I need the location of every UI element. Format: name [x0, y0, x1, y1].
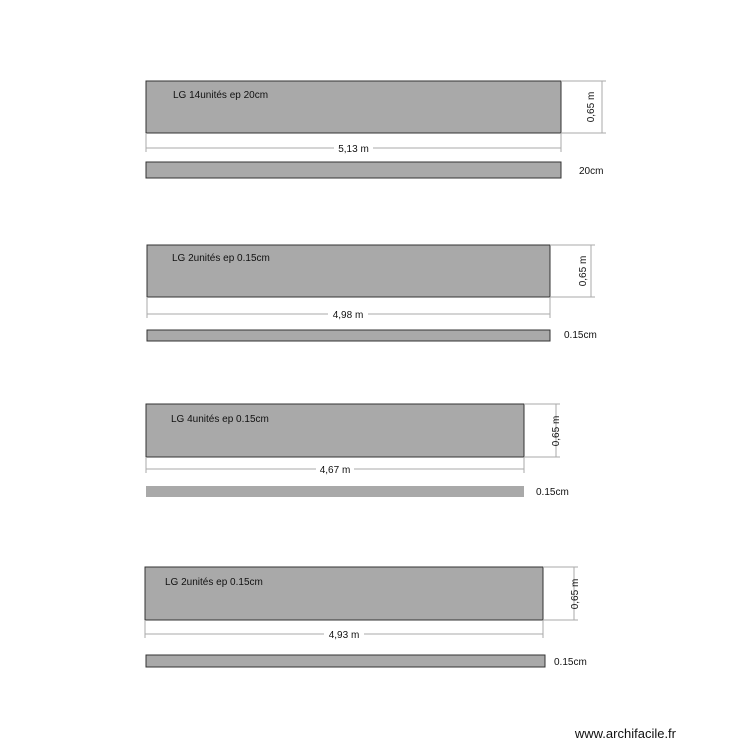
piece-4-thickness: 0.15cm	[554, 657, 587, 668]
piece-1-edge[interactable]	[146, 162, 561, 178]
piece-1-length: 5,13 m	[338, 144, 369, 155]
piece-1	[146, 81, 606, 178]
piece-2-label: LG 2unités ep 0.15cm	[172, 253, 270, 264]
piece-4-face[interactable]	[145, 567, 543, 620]
piece-1-label: LG 14unités ep 20cm	[173, 90, 269, 101]
piece-3-thickness: 0.15cm	[536, 487, 569, 498]
piece-4-edge[interactable]	[146, 655, 545, 667]
piece-2	[147, 245, 597, 341]
piece-3-height: 0,65 m	[551, 415, 562, 447]
piece-3-edge[interactable]	[146, 486, 524, 497]
piece-4-height: 0,65 m	[570, 578, 581, 610]
watermark-text[interactable]: www.archifacile.fr	[574, 726, 676, 741]
piece-2-height: 0,65 m	[578, 255, 589, 287]
piece-3	[146, 404, 569, 498]
piece-1-thickness: 20cm	[579, 166, 604, 177]
piece-1-height: 0,65 m	[586, 91, 597, 123]
piece-2-length: 4,98 m	[332, 310, 364, 321]
piece-3-face[interactable]	[146, 404, 524, 457]
piece-4-length: 4,93 m	[328, 630, 360, 641]
piece-2-edge[interactable]	[147, 330, 550, 341]
piece-4-label: LG 2unités ep 0.15cm	[165, 577, 263, 588]
piece-1-face[interactable]	[146, 81, 561, 133]
piece-2-thickness: 0.15cm	[564, 330, 597, 341]
piece-3-length: 4,67 m	[319, 465, 351, 476]
piece-4	[145, 567, 587, 668]
piece-3-label: LG 4unités ep 0.15cm	[171, 414, 269, 425]
